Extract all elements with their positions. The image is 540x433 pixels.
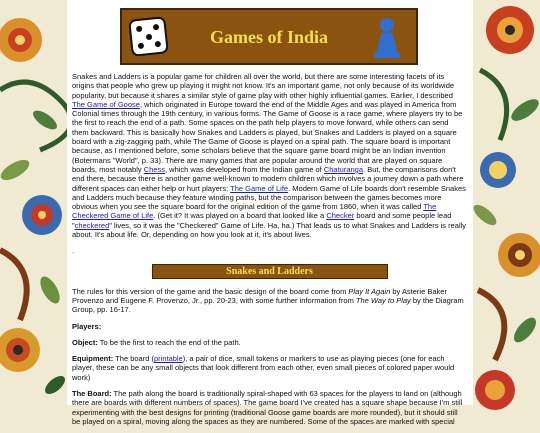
separator-dot: . <box>72 246 75 256</box>
board-label: The Board: <box>72 389 112 399</box>
board-paragraph <box>72 389 467 426</box>
link-printable[interactable]: printable <box>153 354 183 364</box>
book-title: Play It Again <box>348 286 391 296</box>
main-content <box>67 0 473 426</box>
equipment-paragraph <box>72 354 467 382</box>
link-checkered-game-of-life[interactable]: The Checkered Game of Life <box>72 202 437 221</box>
article-body <box>72 72 467 433</box>
text: . But, the comparisons don't end there, because there is another game well-known to modern children which involves a journey down a path where different spaces can either help or hurt players: <box>72 164 464 193</box>
link-checkered[interactable]: checkered <box>74 220 110 230</box>
text: by Asterie Baker Provenzo and Eugene F. Provenzo, Jr., pp. 20-23, with some further information from <box>72 286 447 305</box>
text: . Modern Game of Life boards don't resemble Snakes and Ladders much because they feature winding paths, but the comparison between the games becomes more obvious when you see the square board for the original edition of the game from 1860, when it was called <box>72 183 466 212</box>
intro-paragraph <box>72 72 467 239</box>
text: ), a pair of dice, small tokens or markers to use as playing pieces (one for each player, these can be any small objects that look different from each other, even small pieces of colored paper would work) <box>72 354 455 382</box>
text: , which was developed from the Indian game of <box>164 164 324 174</box>
players-label: Players: <box>72 321 102 331</box>
flower-decoration <box>0 18 42 62</box>
pawn-icon <box>370 16 404 60</box>
link-checker[interactable]: Checker <box>326 211 355 221</box>
equipment-label: Equipment: <box>72 354 114 364</box>
text: The rules for this version of the game and the basic design of the board come from <box>72 286 349 296</box>
link-game-of-life[interactable]: The Game of Life <box>230 183 289 193</box>
object-label: Object: <box>72 337 98 347</box>
header-banner <box>120 8 418 65</box>
text: by the Diagram Group, pp. 16-17. <box>72 295 464 315</box>
text: The board ( <box>113 354 154 364</box>
page-title: Games of India <box>209 27 328 47</box>
link-game-of-goose[interactable]: The Game of Goose <box>72 99 140 109</box>
book-title: The Way to Play <box>355 295 411 305</box>
players-paragraph <box>72 322 467 331</box>
rules-source-paragraph <box>72 287 467 315</box>
text: " lives, so it was the "Checkered" Game of Life. Ha, ha.) That leads us to what Snakes and Ladders is really about. It's about life. Or, depending on how you look at it, it's about lives. <box>72 220 467 240</box>
text: , which originated in Europe toward the end of the Middle Ages and was played in America from Colonial times through the 19th century, in various forms. The Game of Goose is a race game, where players try to be the first to reach the end of a path. Some spaces on the path help players to move forward, while others can send them backward. This is basically how Snakes and Ladders is played, but Snakes and Ladders is played on a square board with a zig-zagging path, while The Game of Goose is played on a spiral path. The square board is important because, as I mentioned before, some scholars believe that the square game board might be an Indian invention (Botermans "World", p. 33). There are many games that are popular around the world that are played on square boards, most notably <box>72 99 463 174</box>
text: . (Get it? It was played on a board that looked like a <box>153 211 327 221</box>
object-paragraph <box>72 338 467 347</box>
die-icon <box>128 16 169 57</box>
text: To be the first to reach the end of the path. <box>97 337 241 347</box>
link-chess[interactable]: Chess <box>143 164 165 174</box>
text: The path along the board is traditionally spiral-shaped with 63 spaces for the players to land on (although there are boards with different numbers of spaces). The game board I've created has a square shape because I'm still experimenting with the best designs for printing (traditional Goose game boards are more rounded), but it should still be played on a spiral, moving along the spaces as they are numbered. Some of the spaces are marked with special <box>72 389 463 426</box>
text: Snakes and Ladders is a popular game for children all over the world, but there are some interesting facets of its origins that people who grew up playing it might not know. It's an important game, not only because of its worldwide popularity, but because it shares a similar style of game play with other highly influential games. Earlier, I described <box>72 72 455 100</box>
section-heading: Snakes and Ladders <box>152 264 388 279</box>
link-chaturanga[interactable]: Chaturanga <box>323 164 364 174</box>
text: board and some people lead " <box>72 211 452 230</box>
